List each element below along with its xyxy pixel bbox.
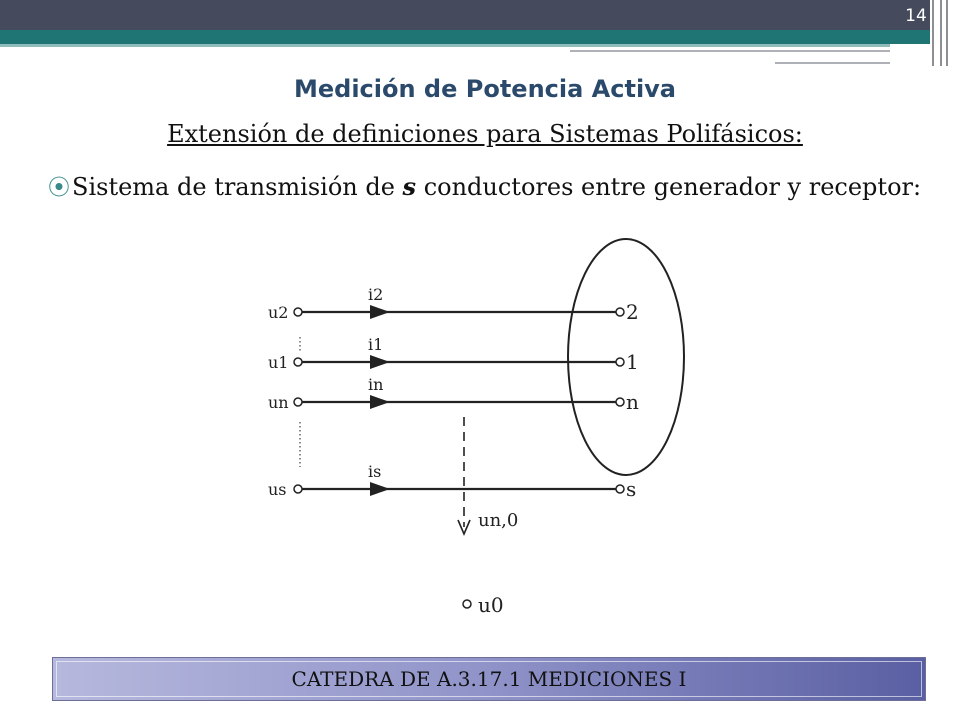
header-bar-teal [0, 30, 930, 44]
terminal-label: u2 [268, 303, 289, 322]
terminal-left [294, 398, 302, 406]
current-label: i2 [368, 285, 384, 304]
current-arrow [370, 395, 390, 409]
header-vertical-rule [932, 0, 934, 66]
terminal-label: n [626, 390, 639, 414]
current-arrow [370, 355, 390, 369]
terminal-label: 2 [626, 300, 639, 324]
target-bullet-icon: ⦿ [48, 176, 71, 201]
current-label: is [368, 462, 382, 481]
conductor-line [294, 355, 624, 369]
current-label: i1 [368, 335, 384, 354]
reference-label: u0 [478, 593, 504, 617]
slide-title: Medición de Potencia Activa [293, 75, 677, 103]
bullet-text-after: conductores entre generador y receptor: [416, 173, 922, 201]
header-rule [570, 50, 890, 52]
polyphase-circuit-diagram [230, 222, 750, 632]
header-vertical-rule [940, 0, 942, 66]
slide-subtitle: Extensión de definiciones para Sistemas Polifásicos: [167, 120, 803, 148]
terminal-label: s [626, 477, 637, 501]
header-rule-short [775, 62, 890, 64]
current-arrow [370, 482, 390, 496]
terminal-right [616, 308, 624, 316]
header-bar-dark [0, 0, 960, 30]
voltage-label: un,0 [478, 510, 519, 531]
current-arrow [370, 305, 390, 319]
conductor-line [294, 395, 624, 409]
current-label: in [368, 375, 384, 394]
terminal-right [616, 485, 624, 493]
conductor-line [294, 482, 624, 496]
footer-banner [52, 657, 926, 701]
bullet-text-before: Sistema de transmisión de [72, 173, 403, 201]
bullet-item [48, 166, 938, 210]
reference-node [463, 600, 471, 608]
terminal-label: us [268, 480, 287, 499]
terminal-left [294, 358, 302, 366]
terminal-label: un [268, 393, 289, 412]
header-vertical-rule [946, 0, 948, 66]
terminal-label: 1 [626, 350, 639, 374]
terminal-left [294, 485, 302, 493]
header-corner [930, 0, 960, 70]
slide-number: 14 [905, 6, 927, 26]
terminal-right [616, 398, 624, 406]
terminal-left [294, 308, 302, 316]
footer-text: CATEDRA DE A.3.17.1 MEDICIONES I [291, 667, 687, 691]
bullet-emphasis: s [402, 172, 417, 201]
terminal-right [616, 358, 624, 366]
conductor-line [294, 305, 624, 319]
terminal-label: u1 [268, 353, 289, 372]
footer-inner-border [56, 661, 922, 697]
header-bar-accent [0, 44, 890, 47]
